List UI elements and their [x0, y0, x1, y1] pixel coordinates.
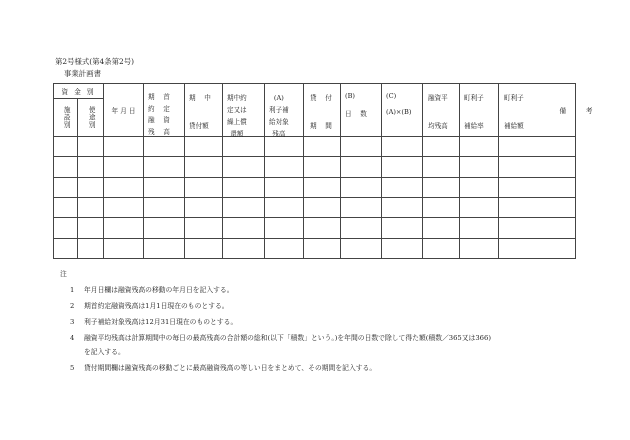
- table-cell[interactable]: [265, 177, 304, 197]
- table-cell[interactable]: [460, 177, 499, 197]
- header-days: (B) 日 数: [341, 84, 382, 137]
- header-contract-repayment: 期中約 定又は 繰上償 還額: [223, 84, 265, 137]
- header-subsidy-rate: 町利子 補給率: [460, 84, 499, 137]
- table-cell[interactable]: [423, 197, 460, 217]
- table-cell[interactable]: [104, 157, 144, 177]
- table-cell[interactable]: [78, 238, 104, 258]
- table-cell[interactable]: [341, 137, 382, 157]
- table-cell[interactable]: [460, 137, 499, 157]
- table-cell[interactable]: [144, 218, 185, 238]
- table-cell[interactable]: [382, 197, 423, 217]
- header-mid-period-loan: 期 中 貸付額: [185, 84, 223, 137]
- header-subsidy-target-balance: (A) 利子補 給対象 残高: [265, 84, 304, 137]
- header-subsidy-amount: 町利子 補給額: [499, 84, 576, 137]
- table-row: [54, 218, 576, 238]
- note-item-4-continuation: を記入する。: [84, 348, 125, 356]
- table-cell[interactable]: [304, 177, 341, 197]
- notes-section: [60, 268, 491, 372]
- note-item-5: 5 貸付期間欄は融資残高の移動ごとに最高融資残高の等しい日をまとめて、その期間を記入する。: [70, 364, 377, 372]
- table-cell[interactable]: [341, 218, 382, 238]
- document-title: 事業計画書: [64, 69, 101, 78]
- table-cell[interactable]: [78, 177, 104, 197]
- header-usage: 使途別: [78, 99, 104, 137]
- table-cell[interactable]: [144, 157, 185, 177]
- table-row: [54, 177, 576, 197]
- table-cell[interactable]: [78, 157, 104, 177]
- table-cell[interactable]: [104, 137, 144, 157]
- note-item-2: 2 期首約定融資残高は1月1日現在のものとする。: [70, 302, 229, 310]
- table-cell[interactable]: [423, 238, 460, 258]
- table-cell[interactable]: [341, 157, 382, 177]
- table-cell[interactable]: [499, 157, 576, 177]
- table-cell[interactable]: [460, 157, 499, 177]
- table-cell[interactable]: [304, 238, 341, 258]
- table-cell[interactable]: [223, 177, 265, 197]
- table-cell[interactable]: [304, 197, 341, 217]
- table-cell[interactable]: [54, 157, 78, 177]
- table-cell[interactable]: [499, 218, 576, 238]
- table-cell[interactable]: [499, 238, 576, 258]
- table-cell[interactable]: [185, 238, 223, 258]
- table-cell[interactable]: [265, 157, 304, 177]
- table-cell[interactable]: [265, 197, 304, 217]
- table-cell[interactable]: [54, 177, 78, 197]
- header-facility: 施設別: [54, 99, 78, 137]
- table-cell[interactable]: [382, 238, 423, 258]
- note-item-3: 3 利子補給対象残高は12月31日現在のものとする。: [70, 318, 238, 326]
- table-cell[interactable]: [185, 197, 223, 217]
- table-cell[interactable]: [144, 177, 185, 197]
- table-cell[interactable]: [423, 137, 460, 157]
- table-cell[interactable]: [423, 218, 460, 238]
- note-item-4: 4 融資平均残高は計算期間中の毎日の最高残高の合計額の総和(以下「積数」という。)を年間の日数で除して得た額(積数／365又は366): [70, 334, 491, 342]
- table-cell[interactable]: [185, 137, 223, 157]
- table-cell[interactable]: [460, 218, 499, 238]
- table-cell[interactable]: [104, 218, 144, 238]
- table-cell[interactable]: [499, 177, 576, 197]
- notes-title: 注: [60, 270, 67, 278]
- table-cell[interactable]: [460, 238, 499, 258]
- table-cell[interactable]: [223, 157, 265, 177]
- business-plan-table: 資 金 別 年 月 日 期 首 約 定 融 資 残 高 期 中 貸付額 期中約 定又は 繰上償 還額 (A) 利子補 給対象 残高 貸 付 期 間 (B) 日 数 (C) (A)×(B) 融資平 均残高 町利子 補給率 町利子 補給額 備 考 施設別 使途別: [53, 83, 576, 259]
- table-cell[interactable]: [78, 137, 104, 157]
- header-date: 年 月 日: [104, 84, 144, 137]
- table-row: [54, 157, 576, 177]
- table-row: [54, 197, 576, 217]
- table-cell[interactable]: [104, 197, 144, 217]
- table-cell[interactable]: [460, 197, 499, 217]
- table-cell[interactable]: [341, 238, 382, 258]
- table-cell[interactable]: [54, 218, 78, 238]
- table-cell[interactable]: [304, 157, 341, 177]
- table-cell[interactable]: [104, 238, 144, 258]
- table-cell[interactable]: [341, 197, 382, 217]
- table-cell[interactable]: [304, 137, 341, 157]
- table-cell[interactable]: [54, 137, 78, 157]
- table-cell[interactable]: [223, 218, 265, 238]
- table-cell[interactable]: [304, 218, 341, 238]
- table-cell[interactable]: [78, 197, 104, 217]
- table-cell[interactable]: [223, 197, 265, 217]
- header-fund-type: 資 金 別: [54, 84, 104, 99]
- table-cell[interactable]: [341, 177, 382, 197]
- table-cell[interactable]: [144, 197, 185, 217]
- header-loan-period: 貸 付 期 間: [304, 84, 341, 137]
- table-cell[interactable]: [423, 157, 460, 177]
- table-cell[interactable]: [78, 218, 104, 238]
- table-cell[interactable]: [185, 157, 223, 177]
- table-cell[interactable]: [499, 137, 576, 157]
- table-cell[interactable]: [54, 197, 78, 217]
- table-cell[interactable]: [223, 238, 265, 258]
- table-cell[interactable]: [499, 197, 576, 217]
- table-cell[interactable]: [382, 157, 423, 177]
- header-product: (C) (A)×(B): [382, 84, 423, 137]
- table-row: [54, 238, 576, 258]
- table-cell[interactable]: [382, 177, 423, 197]
- table-cell[interactable]: [144, 238, 185, 258]
- table-cell[interactable]: [144, 137, 185, 157]
- table-cell[interactable]: [265, 218, 304, 238]
- header-initial-contract-balance: 期 首 約 定 融 資 残 高: [144, 84, 185, 137]
- table-cell[interactable]: [104, 177, 144, 197]
- note-item-1: 1 年月日欄は融資残高の移動の年月日を記入する。: [70, 286, 234, 294]
- table-cell[interactable]: [265, 238, 304, 258]
- table-cell[interactable]: [185, 218, 223, 238]
- table-cell[interactable]: [423, 177, 460, 197]
- table-cell[interactable]: [382, 218, 423, 238]
- table-cell[interactable]: [185, 177, 223, 197]
- form-number: 第2号様式(第4条第2号): [55, 57, 134, 66]
- table-cell[interactable]: [382, 137, 423, 157]
- table-row: [54, 137, 576, 157]
- header-average-balance: 融資平 均残高: [423, 84, 460, 137]
- table-cell[interactable]: [54, 238, 78, 258]
